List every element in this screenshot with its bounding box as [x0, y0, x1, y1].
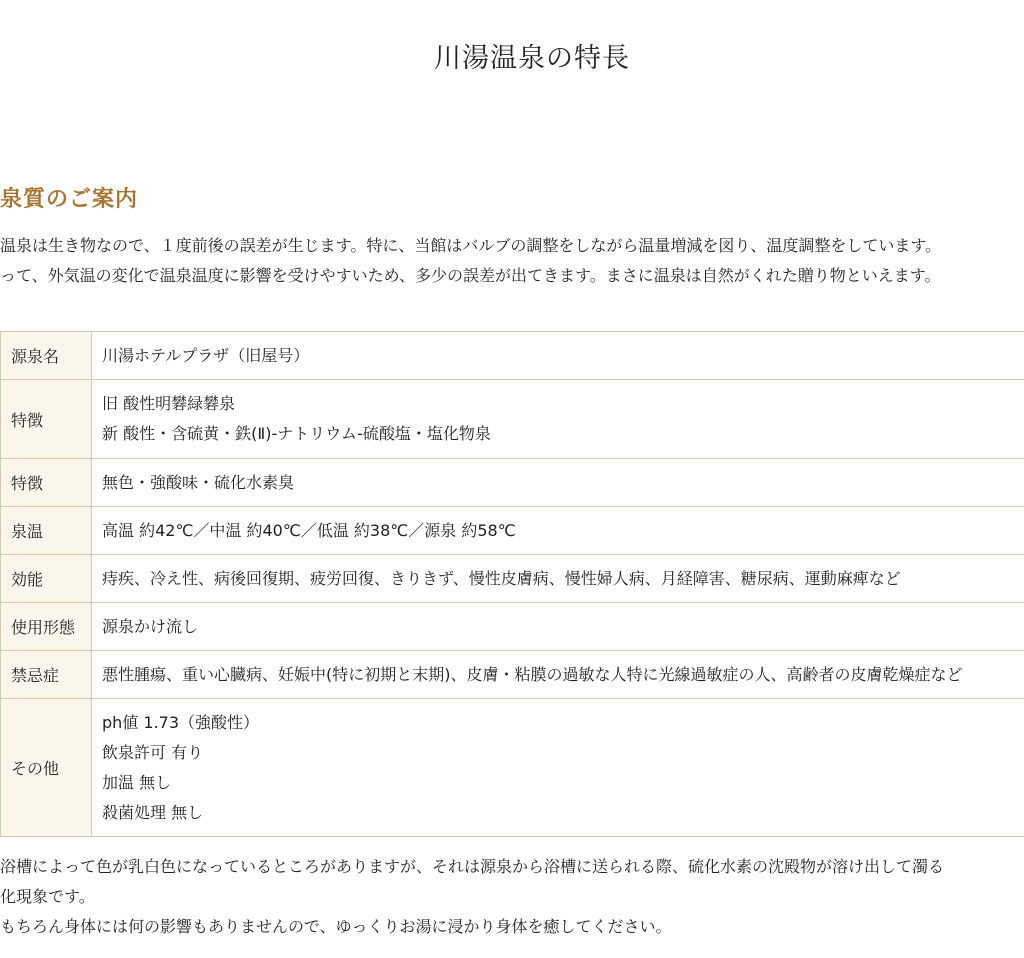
table-row — [1, 603, 1024, 651]
row-value — [92, 332, 1024, 380]
row-value — [92, 603, 1024, 651]
value-line: 源泉かけ流し — [102, 616, 199, 636]
value-line: 高温 約42℃／中温 約40℃／低温 約38℃／源泉 約58℃ — [102, 520, 516, 540]
footer-line: もちろん身体には何の影響もありませんので、ゆっくりお湯に浸かり身体を癒してください。 — [0, 917, 672, 936]
table-row — [1, 332, 1024, 380]
page-title: 川湯温泉の特長 — [434, 43, 630, 74]
table-row — [1, 651, 1024, 699]
table-row — [1, 507, 1024, 555]
value-line: 殺菌処理 無し — [102, 802, 204, 822]
row-value — [92, 459, 1024, 507]
table-row — [1, 699, 1024, 837]
spring-spec-table — [0, 331, 1024, 837]
section-heading: 泉質のご案内 — [0, 187, 139, 212]
row-value — [92, 555, 1024, 603]
value-line: 飲泉許可 有り — [102, 742, 204, 762]
value-line: 悪性腫瘍、重い心臓病、妊娠中(特に初期と末期)、皮膚・粘膜の過敏な人特に光線過敏症の人、高齢者の皮膚乾燥症など — [102, 664, 963, 684]
intro-paragraph — [0, 231, 1024, 291]
intro-line: って、外気温の変化で温泉温度に影響を受けやすいため、多少の誤差が出てきます。まさに温泉は自然がくれた贈り物といえます。 — [0, 266, 941, 285]
value-line: 旧 酸性明礬緑礬泉 — [102, 394, 236, 413]
row-label: 使用形態 — [1, 603, 92, 651]
row-label: 源泉名 — [1, 332, 92, 380]
row-value — [92, 380, 1024, 459]
row-label: 特徴 — [1, 380, 92, 459]
row-label: その他 — [1, 699, 92, 837]
table-row — [1, 555, 1024, 603]
row-value — [92, 699, 1024, 837]
intro-line: 温泉は生き物なので、１度前後の誤差が生じます。特に、当館はバルブの調整をしながら温量増減を図り、温度調整をしています。 — [0, 236, 942, 255]
value-line: 川湯ホテルプラザ（旧屋号） — [102, 345, 310, 365]
row-value — [92, 651, 1024, 699]
row-label: 泉温 — [1, 507, 92, 555]
row-label: 特徴 — [1, 459, 92, 507]
row-value — [92, 507, 1024, 555]
value-line: 新 酸性・含硫黄・鉄(Ⅱ)-ナトリウム-硫酸塩・塩化物泉 — [102, 424, 491, 443]
footer-paragraph — [0, 852, 1024, 942]
footer-line: 浴槽によって色が乳白色になっているところがありますが、それは源泉から浴槽に送られる際、硫化水素の沈殿物が溶け出して濁る — [0, 857, 945, 876]
value-line: 無色・強酸味・硫化水素臭 — [102, 472, 295, 492]
table-row — [1, 380, 1024, 459]
footer-line: 化現象です。 — [0, 887, 95, 906]
value-line: ph値 1.73（強酸性） — [102, 712, 260, 732]
row-label: 禁忌症 — [1, 651, 92, 699]
value-line: 痔疾、冷え性、病後回復期、疲労回復、きりきず、慢性皮膚病、慢性婦人病、月経障害、糖尿病、運動麻痺など — [102, 568, 901, 588]
value-line: 加温 無し — [102, 772, 172, 792]
row-label: 効能 — [1, 555, 92, 603]
table-row — [1, 459, 1024, 507]
